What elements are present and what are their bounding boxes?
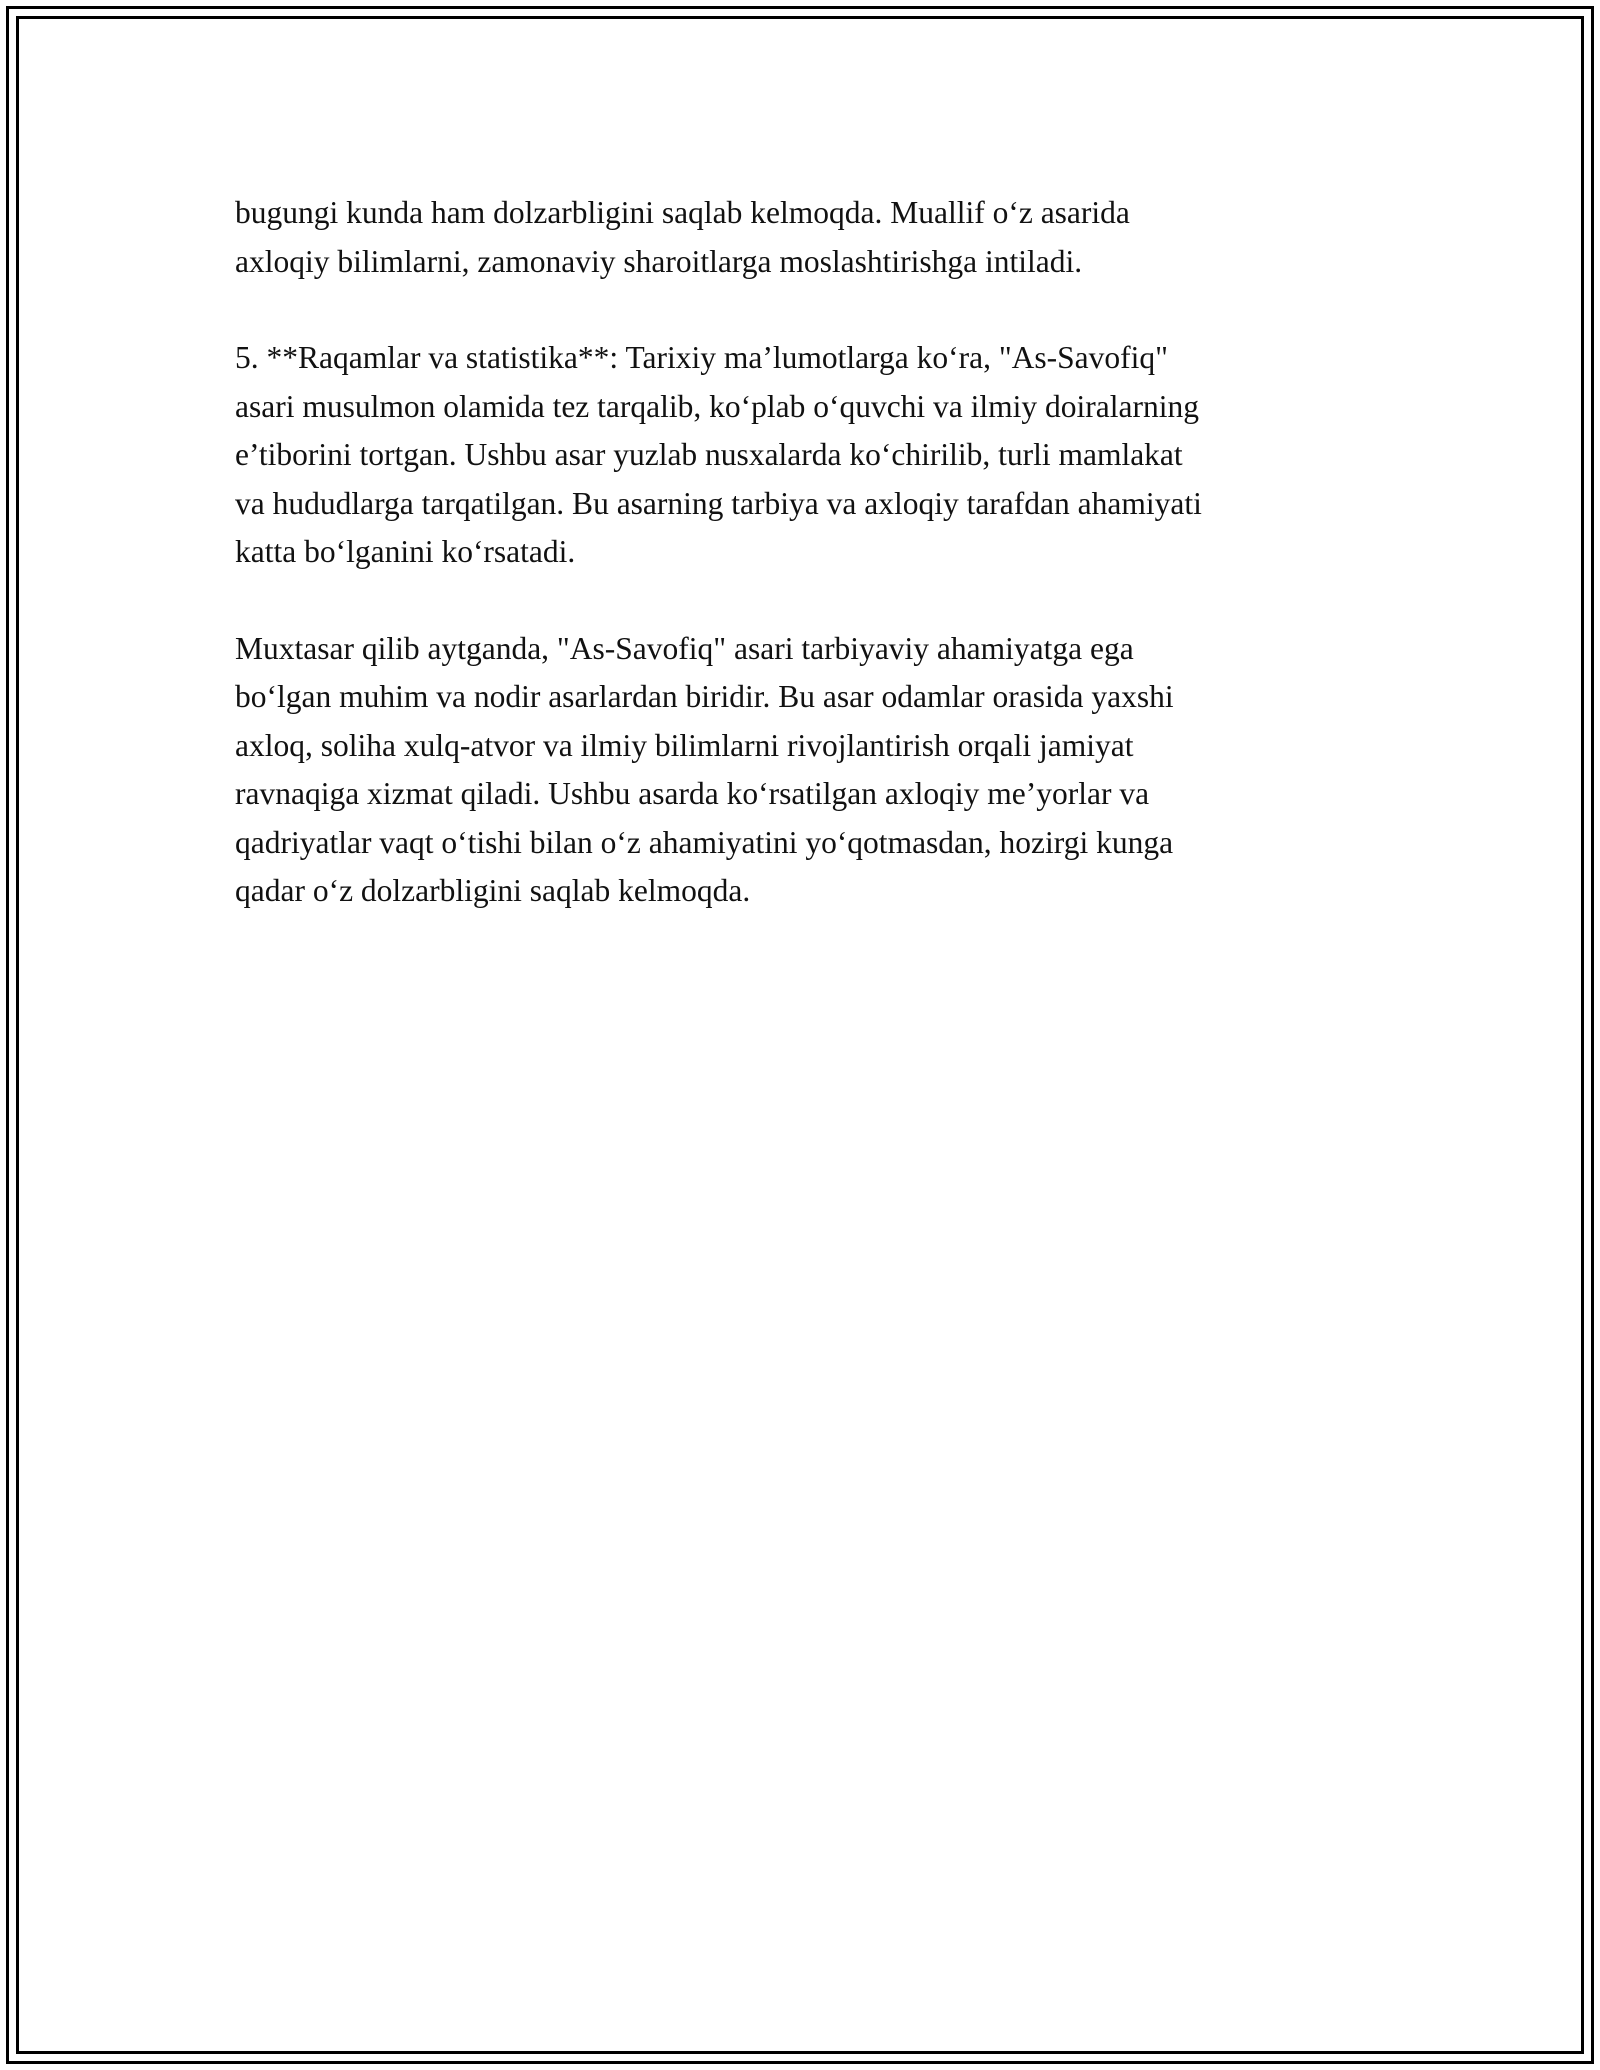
text-line: qadriyatlar vaqt o‘tishi bilan o‘z ahamiyatini yo‘qotmasdan, hozirgi kunga [235, 824, 1174, 860]
paragraph-continuation [235, 189, 1375, 286]
text-line: bugungi kunda ham dolzarbligini saqlab kelmoqda. Muallif o‘z asarida [235, 195, 1130, 230]
text-line: katta bo‘lganini ko‘rsatadi. [235, 534, 576, 569]
text-line: qadar o‘z dolzarbligini saqlab kelmoqda. [235, 873, 751, 908]
text-line: 5. **Raqamlar va statistika**: Tarixiy ma’lumotlarga ko‘ra, "As-Savofiq" [235, 340, 1169, 375]
text-line: ravnaqiga xizmat qiladi. Ushbu asarda ko‘rsatilgan axloqiy me’yorlar va [235, 776, 1150, 811]
text-line: axloqiy bilimlarni, zamonaviy sharoitlarga moslashtirishga intiladi. [235, 243, 1083, 279]
document-body [235, 189, 1375, 964]
text-line: Muxtasar qilib aytganda, "As-Savofiq" asari tarbiyaviy ahamiyatga ega [235, 630, 1134, 666]
text-line: asari musulmon olamida tez tarqalib, ko‘plab o‘quvchi va ilmiy doiralarning [235, 388, 1199, 424]
text-line: axloq, soliha xulq-atvor va ilmiy bilimlarni rivojlantirish orqali jamiyat [235, 727, 1134, 763]
paragraph-conclusion [235, 625, 1375, 916]
text-line: bo‘lgan muhim va nodir asarlardan biridir. Bu asar odamlar orasida yaxshi [235, 679, 1174, 714]
text-line: va hududlarga tarqatilgan. Bu asarning tarbiya va axloqiy tarafdan ahamiyati [235, 485, 1202, 521]
paragraph-statistics [235, 334, 1375, 577]
text-line: e’tiborini tortgan. Ushbu asar yuzlab nusxalarda ko‘chirilib, turli mamlakat [235, 437, 1183, 472]
